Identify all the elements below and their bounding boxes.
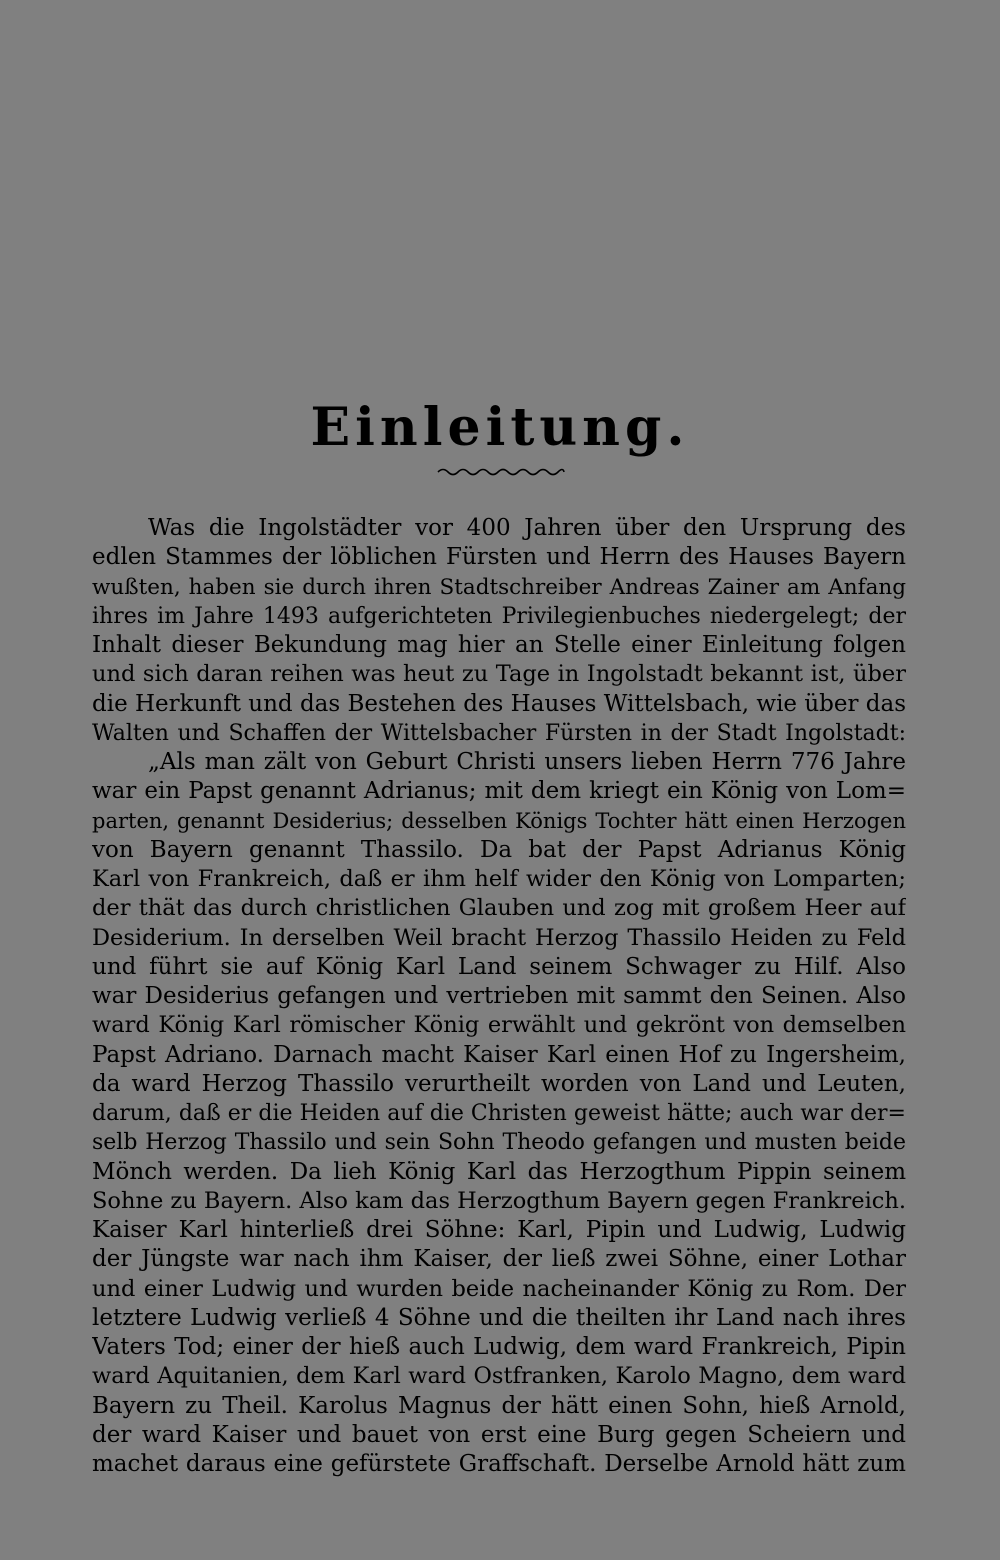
text-line: „Als man zält von Geburt Christi unsers lieben Herrn 776 Jahre [148,749,906,775]
text-line: Walten und Schaffen der Wittelsbacher Fürsten in der Stadt Ingolstadt: [92,720,906,746]
text-line: ihres im Jahre 1493 aufgerichteten Privilegienbuches niedergelegt; der [92,603,906,629]
text-line: der thät das durch christlichen Glauben und zog mit großem Heer auf [92,895,906,922]
text-line: Karl von Frankreich, daß er ihm helf wider den König von Lomparten; [92,866,906,892]
text-line: machet daraus eine gefürstete Graffschaft. Derselbe Arnold hätt zum [92,1451,906,1477]
text-line: selb Herzog Thassilo und sein Sohn Theodo gefangen und musten beide [92,1130,906,1156]
text-line: und einer Ludwig und wurden beide nacheinander König zu Rom. Der [92,1275,906,1302]
text-line: die Herkunft und das Bestehen des Hauses Wittelsbach, wie über das [92,690,906,717]
text-line: Desiderium. In derselben Weil bracht Herzog Thassilo Heiden zu Feld [92,924,906,951]
text-line: und führt sie auf König Karl Land seinem Schwager zu Hilf. Also [92,953,906,980]
text-line: Sohne zu Bayern. Also kam das Herzogthum Bayern gegen Frankreich. [92,1187,906,1214]
text-line: Bayern zu Theil. Karolus Magnus der hätt einen Sohn, hieß Arnold, [92,1392,906,1419]
text-line: wußten, haben sie durch ihren Stadtschreiber Andreas Zainer am Anfang [92,574,906,600]
text-line: darum, daß er die Heiden auf die Christen geweist hätte; auch war der= [92,1101,906,1126]
text-line: war Desiderius gefangen und vertrieben mit sammt den Seinen. Also [92,983,906,1009]
chapter-title: Einleitung. [310,397,690,458]
text-line: Inhalt dieser Bekundung mag hier an Stelle einer Einleitung folgen [92,632,906,658]
text-line: von Bayern genannt Thassilo. Da bat der Papst Adrianus König [92,836,906,863]
wavy-ornament-divider [436,464,566,480]
text-line: ward Aquitanien, dem Karl ward Ostfranken, Karolo Magno, dem ward [92,1363,906,1390]
text-line: der Jüngste war nach ihm Kaiser, der ließ zwei Söhne, einer Lothar [92,1246,906,1273]
text-line: Was die Ingolstädter vor 400 Jahren über den Ursprung des [148,515,906,541]
text-line: parten, genannt Desiderius; desselben Königs Tochter hätt einen Herzogen [92,808,906,833]
text-line: war ein Papst genannt Adrianus; mit dem kriegt ein König von Lom= [92,778,906,805]
text-line: Kaiser Karl hinterließ drei Söhne: Karl, Pipin und Ludwig, Ludwig [92,1217,906,1243]
body-text [92,514,906,1479]
text-line: Vaters Tod; einer der hieß auch Ludwig, dem ward Frankreich, Pipin [92,1334,906,1360]
text-line: da ward Herzog Thassilo verurtheilt worden von Land und Leuten, [92,1070,906,1097]
text-line: und sich daran reihen was heut zu Tage in Ingolstadt bekannt ist, über [92,661,906,688]
text-line: letztere Ludwig verließ 4 Söhne und die theilten ihr Land nach ihres [92,1304,906,1331]
text-line: Mönch werden. Da lieh König Karl das Herzogthum Pippin seinem [92,1158,906,1185]
text-line: der ward Kaiser und bauet von erst eine Burg gegen Scheiern und [92,1421,906,1448]
text-line: Papst Adriano. Darnach macht Kaiser Karl einen Hof zu Ingersheim, [92,1041,906,1068]
text-line: edlen Stammes der löblichen Fürsten und Herrn des Hauses Bayern [92,544,906,571]
text-line: ward König Karl römischer König erwählt und gekrönt von demselben [92,1012,906,1039]
